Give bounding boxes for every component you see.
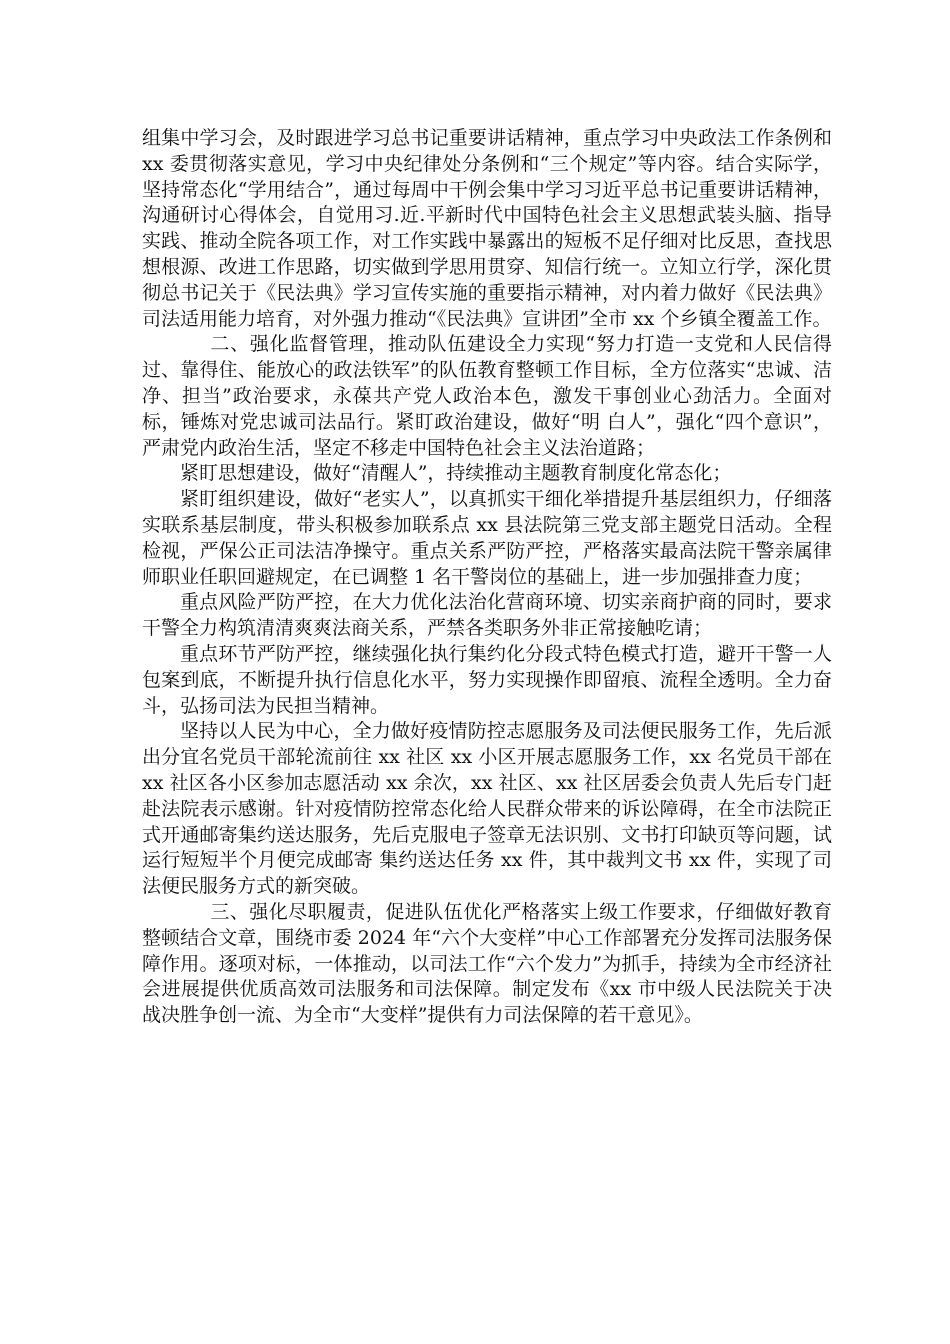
paragraph-study-meeting: 组集中学习会，及时跟进学习总书记重要讲话精神，重点学习中央政法工作条例和 xx 委贯彻落实意见，学习中央纪律处分条例和“三个规定”等内容。结合实际学，坚持常态化“学用结合”，通过每周中干例会集中学习习近平总书记重要讲话精神，沟通研讨心得体会，自觉用习.近.平新时代中国特色社会主义思想武装头脑、指导实践、推动全院各项工作，对工作实践中暴露出的短板不足仔细对比反思，查找思想根源、改进工作思路，切实做到学思用贯穿、知信行统一。立知立行学，深化贯彻总书记关于《民法典》学习宣传实施的重要指示精神，对内着力做好《民法典》司法适用能力培育，对外强力推动“《民法典》宣讲团”全市 xx 个乡镇全覆盖工作。 (142, 127, 832, 330)
paragraph-risk-control: 重点风险严防严控，在大力优化法治化营商环境、切实亲商护商的同时，要求干警全力构筑清清爽爽法商关系，严禁各类职务外非正常接触吃请； (142, 591, 832, 640)
paragraph-people-centered: 坚持以人民为中心，全力做好疫情防控志愿服务及司法便民服务工作，先后派出分宜名党员干部轮流前往 xx 社区 xx 小区开展志愿服务工作，xx 名党员干部在 xx 社区各小区参加志愿活动 xx 余次，xx 社区、xx 社区居委会负责人先后专门赶赴法院表示感谢。针对疫情防控常态化给人民群众带来的诉讼障碍，在全市法院正式开通邮寄集约送达服务，先后克服电子签章无法识别、文书打印缺页等问题，试运行短短半个月便完成邮寄 集约送达任务 xx 件，其中裁判文书 xx 件，实现了司法便民服务方式的新突破。 (142, 720, 832, 898)
paragraph-section-two: 二、强化监督管理，推动队伍建设全力实现“努力打造一支党和人民信得过、靠得住、能放心的政法铁军”的队伍教育整顿工作目标，全方位落实“忠诚、洁净、担当”政治要求，永葆共产党人政治本色，激发干事创业心劲活力。全面对标，锤炼对党忠诚司法品行。紧盯政治建设，做好“明 白人”，强化“四个意识”，严肃党内政治生活，坚定不移走中国特色社会主义法治道路； (142, 333, 832, 459)
paragraph-section-three: 三、强化尽职履责，促进队伍优化严格落实上级工作要求，仔细做好教育整顿结合文章，围绕市委 2024 年“六个大变样”中心工作部署充分发挥司法服务保障作用。逐项对标，一体推动，以司法工作“六个发力”为抓手，持续为全市经济社会进展提供优质高效司法服务和司法保障。制定发布《xx 市中级人民法院关于决战决胜争创一流、为全市“大变样”提供有力司法保障的若干意见》。 (142, 900, 832, 1027)
paragraph-key-links: 重点环节严防严控，继续强化执行集约化分段式特色模式打造，避开干警一人包案到底，不断提升执行信息化水平，努力实现操作即留痕、流程全透明。全力奋斗，弘扬司法为民担当精神。 (142, 642, 832, 717)
document-page (142, 126, 832, 1029)
paragraph-organization: 紧盯组织建设，做好“老实人”，以真抓实干细化举措提升基层组织力，仔细落实联系基层制度，带头积极参加联系点 xx 县法院第三党支部主题党日活动。全程检视，严保公正司法洁净操守。重点关系严防严控，严格落实最高法院干警亲属律师职业任职回避规定，在已调整 1 名干警岗位的基础上，进一步加强排查力度； (142, 488, 832, 588)
paragraph-ideology: 紧盯思想建设，做好“清醒人”，持续推动主题教育制度化常态化； (180, 462, 732, 485)
